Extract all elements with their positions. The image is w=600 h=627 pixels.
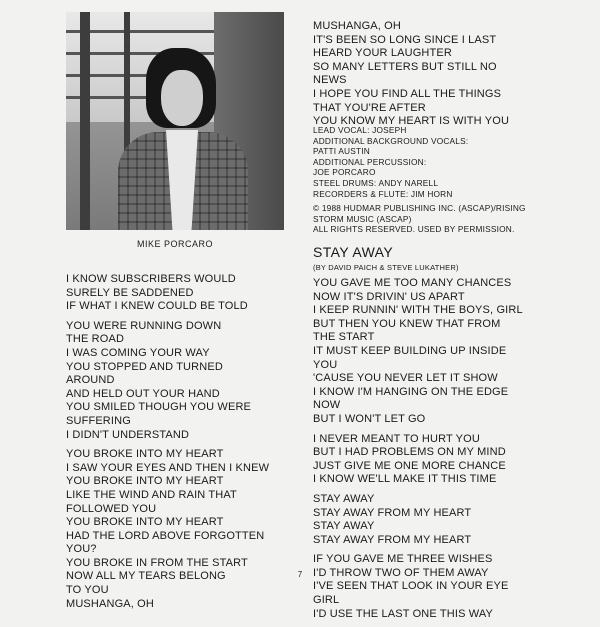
lyric-line: I WAS COMING YOUR WAY — [66, 346, 210, 359]
lyric-line: YOU STOPPED AND TURNED — [66, 360, 223, 373]
lyric-line: YOU BROKE INTO MY HEART — [66, 475, 224, 488]
lyric-line: FOLLOWED YOU — [66, 502, 157, 515]
lyric-line: I'D USE THE LAST ONE THIS WAY — [313, 607, 494, 620]
lyric-line: IT'S BEEN SO LONG SINCE I LAST — [313, 33, 497, 46]
lyric-line: NOW ALL MY TEARS BELONG — [66, 570, 226, 583]
lyric-line: I KNOW SUBSCRIBERS WOULD — [66, 273, 236, 285]
lyrics-column-right-top — [313, 20, 553, 135]
lyric-line: IT MUST KEEP BUILDING UP INSIDE — [313, 344, 507, 357]
lyric-line: I KEEP RUNNIN' WITH THE BOYS, GIRL — [313, 304, 523, 317]
lyrics-column-left — [66, 273, 294, 617]
lyric-line: THE START — [313, 331, 375, 344]
lyric-line: IF WHAT I KNEW COULD BE TOLD — [66, 300, 248, 313]
lyric-line: I'D THROW TWO OF THEM AWAY — [313, 566, 489, 579]
lyric-line: YOU KNOW MY HEART IS WITH YOU — [313, 115, 510, 128]
lyric-line: BUT I WON'T LET GO — [313, 412, 426, 425]
lyric-line: THAT YOU'RE AFTER — [313, 101, 426, 114]
lyrics-stanza — [313, 493, 553, 547]
lyric-line: YOU — [313, 358, 338, 371]
lyric-line: SO MANY LETTERS BUT STILL NO — [313, 60, 497, 73]
lyric-line: AROUND — [66, 374, 115, 387]
lyric-line: MUSHANGA, OH — [313, 20, 401, 32]
credit-line: JOE PORCARO — [313, 167, 376, 178]
lyric-line: I KNOW WE'LL MAKE IT THIS TIME — [313, 473, 497, 486]
lyric-line: NOW — [313, 399, 341, 412]
lyric-line: BUT THEN YOU KNEW THAT FROM — [313, 317, 501, 330]
lyric-line: STAY AWAY — [313, 492, 375, 505]
lyric-line: SURELY BE SADDENED — [66, 286, 194, 299]
lyric-line: GIRL — [313, 594, 340, 607]
credit-line: PATTI AUSTIN — [313, 146, 370, 157]
lyric-line: LIKE THE WIND AND RAIN THAT — [66, 488, 237, 501]
lyrics-stanza — [313, 433, 553, 487]
lyrics-stanza — [313, 553, 553, 621]
lyric-line: YOU BROKE INTO MY HEART — [66, 516, 224, 529]
lyrics-stanza — [66, 273, 294, 314]
lyric-line: JUST GIVE ME ONE MORE CHANCE — [313, 459, 506, 472]
lyrics-stanza — [66, 448, 294, 611]
lyrics-stanza — [313, 277, 553, 427]
lyric-line: NEWS — [313, 74, 347, 87]
lyric-line: STAY AWAY FROM MY HEART — [313, 506, 472, 519]
lyric-line: BUT I HAD PROBLEMS ON MY MIND — [313, 446, 506, 459]
lyric-line: STAY AWAY FROM MY HEART — [313, 533, 472, 546]
page-number: 7 — [297, 570, 303, 579]
lyric-line: I KNOW I'M HANGING ON THE EDGE — [313, 385, 509, 398]
lyric-line: I SAW YOUR EYES AND THEN I KNEW — [66, 461, 270, 474]
lyric-line: NOW IT'S DRIVIN' US APART — [313, 290, 465, 303]
lyric-line: IF YOU GAVE ME THREE WISHES — [313, 553, 493, 566]
song-title: STAY AWAY — [313, 244, 394, 260]
song-credits — [313, 125, 553, 235]
lyric-line: YOU BROKE IN FROM THE START — [66, 556, 248, 569]
copyright-line: © 1988 HUDMAR PUBLISHING INC. (ASCAP)/RISING — [313, 203, 526, 214]
lyrics-stanza — [313, 20, 553, 129]
song-writers: (BY DAVID PAICH & STEVE LUKATHER) — [313, 263, 459, 272]
band-member-photo — [66, 12, 284, 230]
lyric-line: 'CAUSE YOU NEVER LET IT SHOW — [313, 372, 498, 385]
lyric-line: I NEVER MEANT TO HURT YOU — [313, 432, 480, 445]
lyric-line: MUSHANGA, OH — [66, 597, 154, 610]
lyric-line: YOU BROKE INTO MY HEART — [66, 448, 224, 461]
credit-line: ADDITIONAL PERCUSSION: — [313, 156, 427, 167]
lyric-line: SUFFERING — [66, 414, 131, 427]
lyric-line: YOU GAVE ME TOO MANY CHANCES — [313, 277, 512, 289]
photo-caption: MIKE PORCARO — [136, 239, 213, 249]
copyright-line: STORM MUSIC (ASCAP) — [313, 213, 412, 224]
credit-line: ADDITIONAL BACKGROUND VOCALS: — [313, 135, 469, 146]
lyric-line: AND HELD OUT YOUR HAND — [66, 387, 220, 400]
lyric-line: STAY AWAY — [313, 520, 375, 533]
lyric-line: YOU SMILED THOUGH YOU WERE — [66, 401, 252, 414]
lyrics-stanza — [66, 320, 294, 442]
credit-line: STEEL DRUMS: ANDY NARELL — [313, 177, 439, 188]
copyright-line: ALL RIGHTS RESERVED. USED BY PERMISSION. — [313, 224, 515, 235]
credit-line: RECORDERS & FLUTE: JIM HORN — [313, 188, 453, 199]
lyric-line: I'VE SEEN THAT LOOK IN YOUR EYE — [313, 580, 509, 593]
lyric-line: YOU WERE RUNNING DOWN — [66, 319, 222, 332]
lyric-line: THE ROAD — [66, 333, 125, 346]
lyric-line: HAD THE LORD ABOVE FORGOTTEN — [66, 529, 265, 542]
lyric-line: YOU? — [66, 543, 97, 556]
lyric-line: TO YOU — [66, 584, 109, 597]
lyric-line: HEARD YOUR LAUGHTER — [313, 47, 452, 60]
credit-line: LEAD VOCAL: JOSEPH — [313, 125, 407, 135]
lyric-line: I HOPE YOU FIND ALL THE THINGS — [313, 87, 502, 100]
lyric-line: I DIDN'T UNDERSTAND — [66, 428, 190, 441]
